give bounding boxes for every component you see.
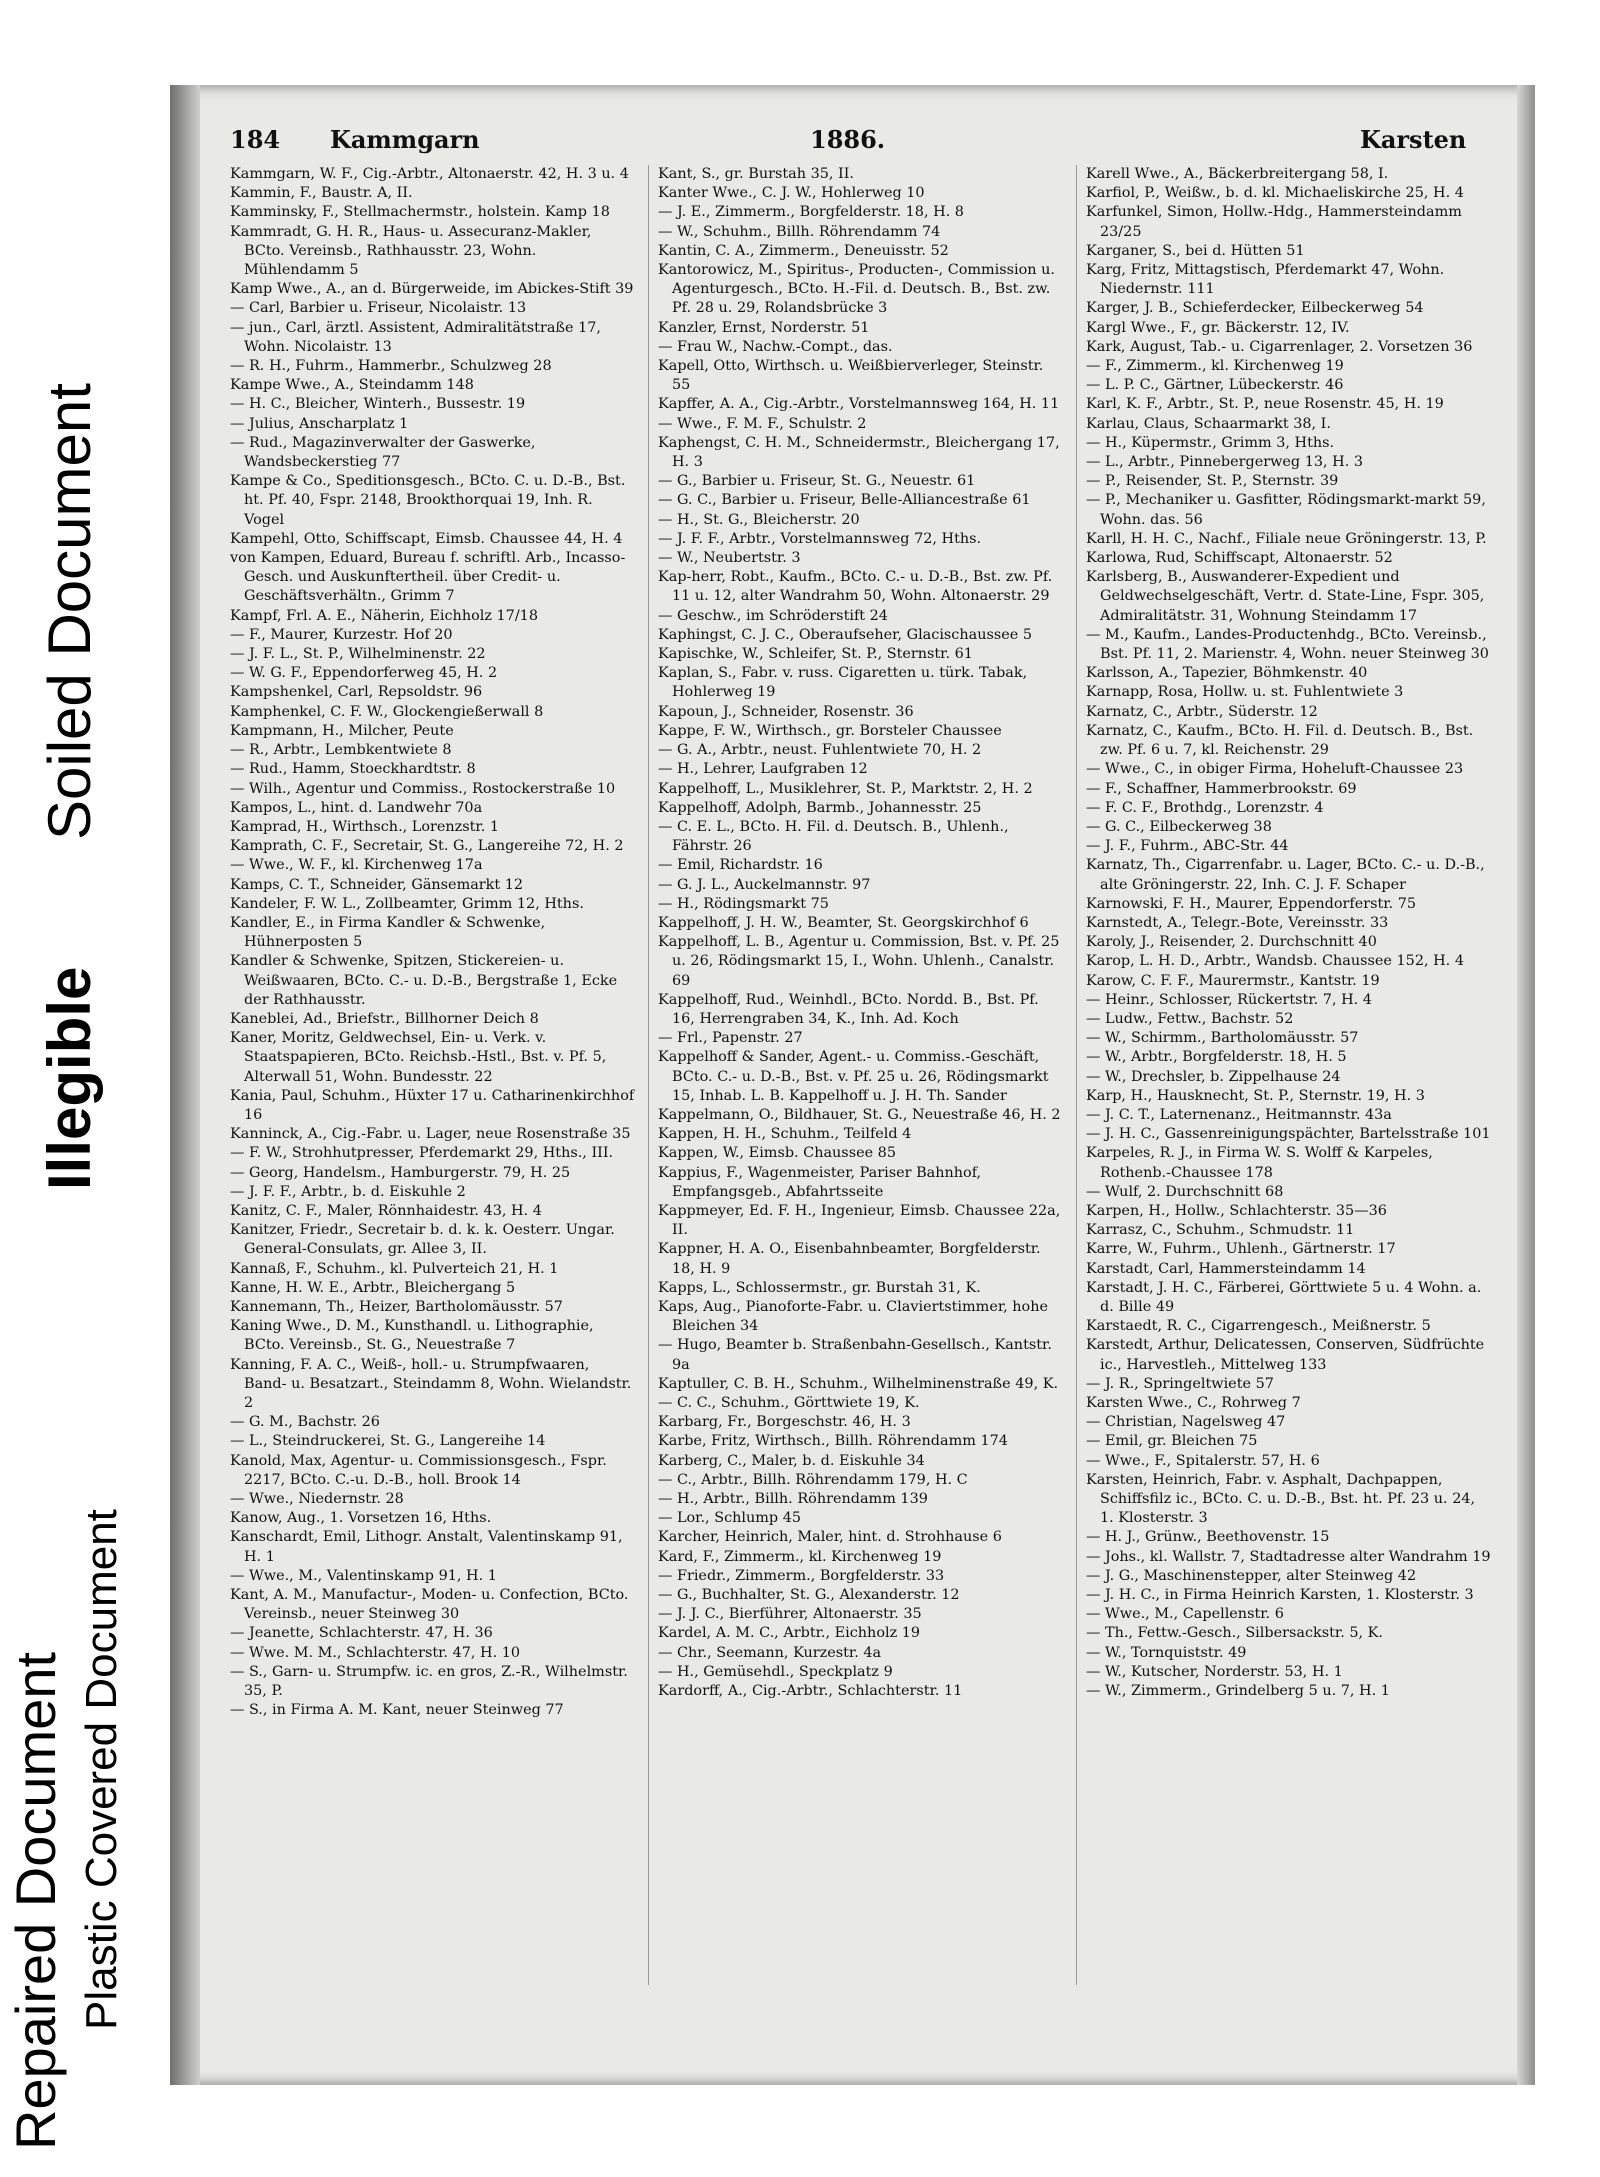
directory-column-3: [1086, 165, 1491, 2015]
directory-entry: — J. E., Zimmerm., Borgfelderstr. 18, H. 8: [658, 204, 964, 221]
illegible-stamp: Illegible: [36, 966, 103, 1190]
directory-entry: Kapoun, J., Schneider, Rosenstr. 36: [658, 703, 914, 720]
header-left-catchword: Kammgarn: [330, 125, 480, 154]
directory-entry: — R., Arbtr., Lembkentwiete 8: [230, 742, 452, 759]
directory-entry: — Wwe., F. M. F., Schulstr. 2: [658, 415, 867, 432]
directory-entry: — G., Barbier u. Friseur, St. G., Neuestr. 61: [658, 473, 976, 490]
directory-column-2: [658, 165, 1063, 2015]
directory-entry: Kanzler, Ernst, Norderstr. 51: [658, 319, 870, 336]
directory-entry: Karstadt, J. H. C., Färberei, Görttwiete 5 u. 4 Wohn. a. d. Bille 49: [1086, 1279, 1482, 1315]
directory-entry: Kampmann, H., Milcher, Peute: [230, 722, 454, 739]
directory-entry: Kaps, Aug., Pianoforte-Fabr. u. Claviertstimmer, hohe Bleichen 34: [658, 1298, 1049, 1335]
directory-entry: — J. G., Maschinenstepper, alter Steinweg 42: [1086, 1567, 1417, 1584]
directory-entry: Karger, J. B., Schieferdecker, Eilbeckerweg 54: [1086, 300, 1424, 317]
directory-entry: Karnatz, Th., Cigarrenfabr. u. Lager, BCto. C.- u. D.-B., alte Gröningerstr. 22, Inh. C. J. F. Schaper: [1086, 857, 1485, 893]
directory-entry: — Wwe., Niedernstr. 28: [230, 1491, 404, 1508]
directory-entry: von Kampen, Eduard, Bureau f. schriftl. Arb., Incasso-Gesch. und Auskunftertheil. über Credit- u. Geschäftsverhältn., Grimm 7: [230, 550, 626, 605]
directory-entry: — C. C., Schuhm., Görttwiete 19, K.: [658, 1395, 920, 1411]
directory-entry: Kaptuller, C. B. H., Schuhm., Wilhelminenstraße 49, K.: [658, 1375, 1059, 1392]
directory-entry: — jun., Carl, ärztl. Assistent, Admiralitätstraße 17, Wohn. Nicolaistr. 13: [230, 319, 602, 355]
directory-entry: — Emil, Richardstr. 16: [658, 857, 823, 874]
directory-entry: Kappelhoff, Adolph, Barmb., Johannesstr. 25: [658, 799, 982, 816]
directory-entry: — Wilh., Agentur und Commiss., Rostockerstraße 10: [230, 780, 616, 797]
directory-entry: — M., Kaufm., Landes-Productenhdg., BCto. Vereinsb., Bst. Pf. 11, 2. Marienstr. 4, Wohn. neuer Steinweg 30: [1086, 626, 1489, 663]
directory-entry: — L., Arbtr., Pinnebergerweg 13, H. 3: [1086, 454, 1364, 471]
directory-entry: Karlau, Claus, Schaarmarkt 38, I.: [1086, 415, 1331, 432]
directory-entry: Karsten Wwe., C., Rohrweg 7: [1086, 1395, 1301, 1411]
directory-entry: Karrasz, C., Schuhm., Schmudstr. 11: [1086, 1222, 1355, 1239]
directory-entry: Kantin, C. A., Zimmerm., Deneuisstr. 52: [658, 242, 949, 259]
directory-entry: — F. W., Strohhutpresser, Pferdemarkt 29, Hths., III.: [230, 1145, 614, 1162]
directory-entry: Kappelhoff & Sander, Agent.- u. Commiss.-Geschäft, BCto. C.- u. D.-B., Bst. v. Pf. 25 u. 26, Rödingsmarkt 15, Inhab. L. B. Kappelhoff u. J. H. Th. Sander: [658, 1049, 1049, 1104]
directory-entry: — F., Zimmerm., kl. Kirchenweg 19: [1086, 358, 1344, 375]
directory-entry: Kanninck, A., Cig.-Fabr. u. Lager, neue Rosenstraße 35: [230, 1126, 631, 1143]
page-header: [230, 125, 1500, 157]
directory-entry: Kark, August, Tab.- u. Cigarrenlager, 2. Vorsetzen 36: [1086, 338, 1473, 355]
directory-entry: Karnstedt, A., Telegr.-Bote, Vereinsstr. 33: [1086, 914, 1389, 931]
directory-entry: Kamphenkel, C. F. W., Glockengießerwall 8: [230, 703, 544, 720]
directory-entry: — R. H., Fuhrm., Hammerbr., Schulzweg 28: [230, 358, 552, 375]
directory-entry: — Frl., Papenstr. 27: [658, 1030, 803, 1047]
directory-entry: — Wwe., M., Valentinskamp 91, H. 1: [230, 1567, 497, 1584]
directory-entry: Kappen, H. H., Schuhm., Teilfeld 4: [658, 1126, 912, 1143]
directory-entry: — S., in Firma A. M. Kant, neuer Steinweg 77: [230, 1702, 564, 1719]
directory-entry: — J. C. T., Laternenanz., Heitmannstr. 43a: [1086, 1106, 1392, 1123]
directory-entry: Karnatz, C., Arbtr., Süderstr. 12: [1086, 703, 1318, 720]
page-number: 184: [230, 125, 281, 154]
directory-entry: — J. R., Springeltwiete 57: [1086, 1375, 1274, 1392]
directory-entry: Kappmeyer, Ed. F. H., Ingenieur, Eimsb. Chaussee 22a, II.: [658, 1202, 1061, 1239]
directory-entry: — Rud., Magazinverwalter der Gaswerke, Wandsbeckerstieg 77: [230, 434, 536, 471]
directory-entry: Kanow, Aug., 1. Vorsetzen 16, Hths.: [230, 1510, 492, 1527]
directory-entry: Karp, H., Hausknecht, St. P., Sternstr. 19, H. 3: [1086, 1087, 1425, 1104]
directory-entry: — H., Rödingsmarkt 75: [658, 895, 829, 912]
directory-entry: — Christian, Nagelsweg 47: [1086, 1414, 1286, 1431]
directory-entry: Karcher, Heinrich, Maler, hint. d. Strohhause 6: [658, 1529, 1002, 1546]
directory-entry: — S., Garn- u. Strumpfw. ic. en gros, Z.-R., Wilhelmstr. 35, P.: [230, 1663, 628, 1700]
directory-entry: — W., Drechsler, b. Zippelhause 24: [1086, 1068, 1341, 1085]
directory-entry: Kappelhoff, L. B., Agentur u. Commission, Bst. v. Pf. 25 u. 26, Rödingsmarkt 15, I., Wohn. Uhlenh., Canalstr. 69: [658, 934, 1060, 989]
directory-entry: Kappelhoff, J. H. W., Beamter, St. Georgskirchhof 6: [658, 914, 1029, 931]
directory-entry: — Georg, Handelsm., Hamburgerstr. 79, H. 25: [230, 1164, 571, 1181]
page-edge: [1517, 85, 1535, 2085]
directory-entry: Karpeles, R. J., in Firma W. S. Wolff & Karpeles, Rothenb.-Chaussee 178: [1086, 1145, 1433, 1181]
directory-entry: Karop, L. H. D., Arbtr., Wandsb. Chaussee 152, H. 4: [1086, 953, 1464, 970]
column-divider: [648, 165, 649, 1985]
page-binding-shadow: [170, 85, 200, 2085]
directory-entry: Kamp Wwe., A., an d. Bürgerweide, im Abickes-Stift 39: [230, 281, 634, 298]
directory-entry: Kardorff, A., Cig.-Arbtr., Schlachterstr. 11: [658, 1683, 963, 1700]
plastic-covered-document-stamp: Plastic Covered Document: [77, 1509, 126, 2030]
directory-column-1: [230, 165, 635, 2015]
directory-entry: Karstedt, Arthur, Delicatessen, Conserven, Südfrüchte ic., Harvestleh., Mittelweg 133: [1086, 1337, 1485, 1373]
directory-entry: — Wwe., W. F., kl. Kirchenweg 17a: [230, 857, 483, 874]
directory-entry: — Carl, Barbier u. Friseur, Nicolaistr. 13: [230, 300, 527, 317]
directory-entry: Karnapp, Rosa, Hollw. u. st. Fuhlentwiete 3: [1086, 684, 1404, 701]
directory-entry: Karnowski, F. H., Maurer, Eppendorferstr. 75: [1086, 895, 1417, 912]
directory-entry: — G. A., Arbtr., neust. Fuhlentwiete 70, H. 2: [658, 742, 982, 759]
directory-entry: — Julius, Anscharplatz 1: [230, 415, 409, 432]
directory-entry: Karell Wwe., A., Bäckerbreitergang 58, I.: [1086, 166, 1389, 182]
directory-entry: Karlsson, A., Tapezier, Böhmkenstr. 40: [1086, 665, 1368, 682]
directory-entry: — H. J., Grünw., Beethovenstr. 15: [1086, 1529, 1330, 1546]
directory-entry: — H. C., Bleicher, Winterh., Bussestr. 19: [230, 396, 526, 413]
directory-entry: — L. P. C., Gärtner, Lübeckerstr. 46: [1086, 377, 1344, 394]
directory-entry: Karberg, C., Maler, b. d. Eiskuhle 34: [658, 1452, 925, 1469]
directory-entry: — J. H. C., Gassenreinigungspächter, Bartelsstraße 101: [1086, 1126, 1491, 1143]
directory-entry: — Jeanette, Schlachterstr. 47, H. 36: [230, 1625, 493, 1642]
directory-entry: Karlsberg, B., Auswanderer-Expedient und Geldwechselgeschäft, Vertr. d. State-Line, Fspr. 305, Admiralitätstr. 31, Wohnung Steindamm 17: [1086, 569, 1485, 624]
directory-entry: Kaneblei, Ad., Briefstr., Billhorner Deich 8: [230, 1010, 539, 1027]
directory-entry: Kanschardt, Emil, Lithogr. Anstalt, Valentinskamp 91, H. 1: [230, 1529, 623, 1565]
directory-entry: — W. G. F., Eppendorferweg 45, H. 2: [230, 665, 498, 682]
directory-entry: — H., St. G., Bleicherstr. 20: [658, 511, 860, 528]
directory-entry: — L., Steindruckerei, St. G., Langereihe 14: [230, 1433, 546, 1450]
directory-entry: — G. C., Barbier u. Friseur, Belle-Alliancestraße 61: [658, 492, 1031, 509]
directory-entry: Karfiol, P., Weißw., b. d. kl. Michaeliskirche 25, H. 4: [1086, 185, 1464, 202]
directory-entry: Karbarg, Fr., Borgeschstr. 46, H. 3: [658, 1414, 911, 1431]
directory-entry: Karbe, Fritz, Wirthsch., Billh. Röhrendamm 174: [658, 1433, 1008, 1450]
directory-entry: — F., Maurer, Kurzestr. Hof 20: [230, 626, 453, 643]
directory-entry: Karoly, J., Reisender, 2. Durchschnitt 40: [1086, 934, 1377, 951]
directory-entry: Karl, K. F., Arbtr., St. P., neue Rosenstr. 45, H. 19: [1086, 396, 1444, 413]
directory-entry: Karow, C. F. F., Maurermstr., Kantstr. 19: [1086, 972, 1380, 989]
directory-entry: — F. C. F., Brothdg., Lorenzstr. 4: [1086, 799, 1324, 816]
directory-entry: Kampe Wwe., A., Steindamm 148: [230, 377, 474, 394]
directory-entry: Kant, A. M., Manufactur-, Moden- u. Confection, BCto. Vereinsb., neuer Steinweg 30: [230, 1587, 629, 1623]
directory-entry: — G. J. L., Auckelmannstr. 97: [658, 876, 871, 893]
directory-entry: Karstadt, Carl, Hammersteindamm 14: [1086, 1260, 1366, 1277]
directory-entry: — G. C., Eilbeckerweg 38: [1086, 818, 1272, 835]
directory-entry: Kanning, F. A. C., Weiß-, holl.- u. Strumpfwaaren, Band- u. Besatzart., Steindamm 8, Wohn. Wielandstr. 2: [230, 1356, 632, 1411]
directory-entry: Kania, Paul, Schuhm., Hüxter 17 u. Catharinenkirchhof 16: [230, 1087, 635, 1123]
soiled-document-stamp: Soiled Document: [36, 383, 103, 840]
directory-entry: — J. F. F., Arbtr., Vorstelmannsweg 72, Hths.: [658, 530, 982, 547]
directory-entry: Kaphengst, C. H. M., Schneidermstr., Bleichergang 17, H. 3: [658, 434, 1060, 471]
directory-entry: Karstaedt, R. C., Cigarrengesch., Meißnerstr. 5: [1086, 1318, 1431, 1335]
directory-entry: Kaplan, S., Fabr. v. russ. Cigaretten u. türk. Tabak, Hohlerweg 19: [658, 665, 1028, 701]
directory-entry: Kampehl, Otto, Schiffscapt, Eimsb. Chaussee 44, H. 4: [230, 530, 623, 547]
directory-entry: — W., Arbtr., Borgfelderstr. 18, H. 5: [1086, 1049, 1347, 1066]
directory-entry: Karre, W., Fuhrm., Uhlenh., Gärtnerstr. 17: [1086, 1241, 1396, 1258]
directory-entry: Kapffer, A. A., Cig.-Arbtr., Vorstelmannsweg 164, H. 11: [658, 396, 1060, 413]
directory-entry: Kamprad, H., Wirthsch., Lorenzstr. 1: [230, 818, 500, 835]
directory-entry: Kappelhoff, Rud., Weinhdl., BCto. Nordd. B., Bst. Pf. 16, Herrengraben 34, K., Inh. Ad. Koch: [658, 991, 1039, 1027]
directory-entry: Kandler, E., in Firma Kandler & Schwenke, Hühnerposten 5: [230, 914, 546, 951]
directory-entry: — Wwe., M., Capellenstr. 6: [1086, 1606, 1284, 1623]
page-content: [230, 125, 1500, 2025]
directory-entry: Kamps, C. T., Schneider, Gänsemarkt 12: [230, 876, 524, 893]
directory-entry: — C. E. L., BCto. H. Fil. d. Deutsch. B., Uhlenh., Fährstr. 26: [658, 818, 1009, 855]
directory-entry: Kappner, H. A. O., Eisenbahnbeamter, Borgfelderstr. 18, H. 9: [658, 1241, 1041, 1277]
directory-entry: Kandeler, F. W. L., Zollbeamter, Grimm 12, Hths.: [230, 895, 584, 912]
directory-entry: — W., Schirmm., Bartholomäusstr. 57: [1086, 1030, 1359, 1047]
directory-entry: — J. F. L., St. P., Wilhelminenstr. 22: [230, 646, 486, 663]
archive-stamp-strip: [0, 0, 170, 2177]
directory-entry: Kannaß, F., Schuhm., kl. Pulverteich 21, H. 1: [230, 1260, 559, 1277]
directory-entry: — H., Arbtr., Billh. Röhrendamm 139: [658, 1491, 928, 1508]
directory-entry: Kandler & Schwenke, Spitzen, Stickereien- u. Weißwaaren, BCto. C.- u. D.-B., Bergstraße 1, Ecke der Rathhausstr.: [230, 953, 618, 1008]
directory-entry: — Lor., Schlump 45: [658, 1510, 802, 1527]
directory-entry: — J. F., Fuhrm., ABC-Str. 44: [1086, 838, 1289, 855]
directory-entry: Kampf, Frl. A. E., Näherin, Eichholz 17/18: [230, 607, 538, 624]
directory-entry: Kappen, W., Eimsb. Chaussee 85: [658, 1145, 896, 1162]
directory-entry: — Chr., Seemann, Kurzestr. 4a: [658, 1644, 882, 1661]
directory-entry: — Johs., kl. Wallstr. 7, Stadtadresse alter Wandrahm 19: [1086, 1548, 1491, 1565]
directory-entry: — H., Küpermstr., Grimm 3, Hths.: [1086, 434, 1335, 451]
directory-entry: — Heinr., Schlosser, Rückertstr. 7, H. 4: [1086, 991, 1372, 1008]
directory-entry: — Friedr., Zimmerm., Borgfelderstr. 33: [658, 1567, 945, 1584]
directory-entry: Kappelhoff, L., Musiklehrer, St. P., Marktstr. 2, H. 2: [658, 780, 1033, 797]
directory-entry: — Geschw., im Schröderstift 24: [658, 607, 888, 624]
directory-entry: Kampe & Co., Speditionsgesch., BCto. C. u. D.-B., Bst. ht. Pf. 40, Fspr. 2148, Brookthorquai 19, Inh. R. Vogel: [230, 473, 626, 528]
directory-entry: — W., Tornquiststr. 49: [1086, 1644, 1247, 1661]
directory-entry: Karsten, Heinrich, Fabr. v. Asphalt, Dachpappen, Schiffsfilz ic., BCto. C. u. D.-B., Bst. ht. Pf. 23 u. 24, 1. Klosterstr. 3: [1086, 1471, 1476, 1527]
directory-entry: Kannemann, Th., Heizer, Bartholomäusstr. 57: [230, 1298, 563, 1315]
directory-entry: — H., Lehrer, Laufgraben 12: [658, 761, 868, 778]
directory-entry: Kapischke, W., Schleifer, St. P., Sternstr. 61: [658, 646, 973, 663]
directory-entry: Kanter Wwe., C. J. W., Hohlerweg 10: [658, 185, 925, 202]
directory-entry: Karpen, H., Hollw., Schlachterstr. 35—36: [1086, 1202, 1387, 1219]
directory-entry: — G. M., Bachstr. 26: [230, 1414, 380, 1431]
directory-entry: — Th., Fettw.-Gesch., Silbersackstr. 5, K.: [1086, 1625, 1383, 1642]
header-year: 1886.: [810, 125, 886, 154]
repaired-document-stamp: Repaired Document: [4, 1651, 67, 2150]
directory-entry: — H., Gemüsehdl., Speckplatz 9: [658, 1663, 893, 1680]
directory-entry: Kargl Wwe., F., gr. Bäckerstr. 12, IV.: [1086, 319, 1350, 336]
directory-entry: Kampshenkel, Carl, Repsoldstr. 96: [230, 684, 483, 701]
directory-entry: — W., Neubertstr. 3: [658, 550, 801, 567]
directory-entry: — Wulf, 2. Durchschnitt 68: [1086, 1183, 1284, 1200]
directory-entry: Kammgarn, W. F., Cig.-Arbtr., Altonaerstr. 42, H. 3 u. 4: [230, 166, 629, 182]
directory-entry: Karg, Fritz, Mittagstisch, Pferdemarkt 47, Wohn. Niedernstr. 111: [1086, 262, 1445, 298]
directory-entry: — Wwe., F., Spitalerstr. 57, H. 6: [1086, 1452, 1320, 1469]
directory-entry: — P., Mechaniker u. Gasfitter, Rödingsmarkt-markt 59, Wohn. das. 56: [1086, 492, 1486, 528]
directory-entry: — Wwe., C., in obiger Firma, Hoheluft-Chaussee 23: [1086, 761, 1464, 778]
directory-entry: — W., Kutscher, Norderstr. 53, H. 1: [1086, 1663, 1343, 1680]
directory-entry: Karnatz, C., Kaufm., BCto. H. Fil. d. Deutsch. B., Bst. zw. Pf. 6 u. 7, kl. Reichenstr. 29: [1086, 722, 1474, 759]
directory-entry: Kappius, F., Wagenmeister, Pariser Bahnhof, Empfangsgeb., Abfahrtsseite: [658, 1164, 982, 1200]
directory-entry: — W., Schuhm., Billh. Röhrendamm 74: [658, 223, 941, 240]
directory-entry: — Frau W., Nachw.-Compt., das.: [658, 338, 893, 355]
directory-entry: Karlowa, Rud, Schiffscapt, Altonaerstr. 52: [1086, 550, 1393, 567]
directory-entry: Kard, F., Zimmerm., kl. Kirchenweg 19: [658, 1548, 942, 1565]
scanned-page: [170, 85, 1535, 2085]
directory-entry: Kammin, F., Baustr. A, II.: [230, 185, 413, 202]
directory-entry: — Rud., Hamm, Stoeckhardtstr. 8: [230, 761, 476, 778]
directory-entry: Kampos, L., hint. d. Landwehr 70a: [230, 799, 483, 816]
directory-entry: Karll, H. H. C., Nachf., Filiale neue Gröningerstr. 13, P.: [1086, 530, 1487, 547]
directory-entry: Kammradt, G. H. R., Haus- u. Assecuranz-Makler, BCto. Vereinsb., Rathhausstr. 23, Wohn. Mühlendamm 5: [230, 223, 592, 279]
directory-entry: Kanold, Max, Agentur- u. Commissionsgesch., Fspr. 2217, BCto. C.-u. D.-B., holl. Brook 14: [230, 1452, 607, 1488]
directory-entry: Kanne, H. W. E., Arbtr., Bleichergang 5: [230, 1279, 516, 1296]
directory-entry: — J. F. F., Arbtr., b. d. Eiskuhle 2: [230, 1183, 466, 1200]
column-divider: [1076, 165, 1077, 1985]
directory-entry: Kappe, F. W., Wirthsch., gr. Borsteler Chaussee: [658, 722, 1002, 739]
directory-entry: — G., Buchhalter, St. G., Alexanderstr. 12: [658, 1587, 960, 1604]
directory-entry: Kanitzer, Friedr., Secretair b. d. k. k. Oesterr. Ungar. General-Consulats, gr. Allee 3, II.: [230, 1222, 615, 1258]
directory-entry: — C., Arbtr., Billh. Röhrendamm 179, H. C: [658, 1471, 968, 1488]
directory-entry: Kardel, A. M. C., Arbtr., Eichholz 19: [658, 1625, 921, 1642]
directory-entry: Karganer, S., bei d. Hütten 51: [1086, 242, 1305, 259]
directory-entry: — J. J. C., Bierführer, Altonaerstr. 35: [658, 1606, 922, 1623]
directory-entry: — W., Zimmerm., Grindelberg 5 u. 7, H. 1: [1086, 1683, 1390, 1700]
directory-entry: Kappelmann, O., Bildhauer, St. G., Neuestraße 46, H. 2: [658, 1106, 1061, 1123]
directory-entry: — F., Schaffner, Hammerbrookstr. 69: [1086, 780, 1357, 797]
directory-entry: Kapell, Otto, Wirthsch. u. Weißbierverleger, Steinstr. 55: [658, 358, 1044, 394]
directory-entry: Kamminsky, F., Stellmachermstr., holstein. Kamp 18: [230, 204, 610, 221]
header-right-catchword: Karsten: [1360, 125, 1467, 154]
directory-entry: Karfunkel, Simon, Hollw.-Hdg., Hammersteindamm 23/25: [1086, 204, 1462, 240]
directory-entry: — Hugo, Beamter b. Straßenbahn-Gesellsch., Kantstr. 9a: [658, 1337, 1052, 1373]
directory-entry: Kap-herr, Robt., Kaufm., BCto. C.- u. D.-B., Bst. zw. Pf. 11 u. 12, alter Wandrahm 50, Wohn. Altonaerstr. 29: [658, 569, 1053, 605]
directory-entry: — J. H. C., in Firma Heinrich Karsten, 1. Klosterstr. 3: [1086, 1587, 1474, 1604]
directory-entry: Kaning Wwe., D. M., Kunsthandl. u. Lithographie, BCto. Vereinsb., St. G., Neuestraße 7: [230, 1318, 594, 1354]
directory-entry: — Emil, gr. Bleichen 75: [1086, 1433, 1258, 1450]
directory-entry: — Ludw., Fettw., Bachstr. 52: [1086, 1010, 1294, 1027]
directory-entry: Kaner, Moritz, Geldwechsel, Ein- u. Verk. v. Staatspapieren, BCto. Reichsb.-Hstl., Bst. v. Pf. 5, Alterwall 51, Wohn. Bundesstr. 22: [230, 1030, 607, 1085]
directory-entry: Kaphingst, C. J. C., Oberaufseher, Glacischaussee 5: [658, 626, 1033, 643]
directory-entry: Kamprath, C. F., Secretair, St. G., Langereihe 72, H. 2: [230, 838, 624, 855]
directory-entry: — P., Reisender, St. P., Sternstr. 39: [1086, 473, 1339, 490]
directory-entry: Kantorowicz, M., Spiritus-, Producten-, Commission u. Agenturgesch., BCto. H.-Fil. d. Deutsch. B., Bst. zw. Pf. 28 u. 29, Rolandsbrücke 3: [658, 262, 1055, 317]
directory-entry: — Wwe. M. M., Schlachterstr. 47, H. 10: [230, 1644, 521, 1661]
directory-entry: Kant, S., gr. Burstah 35, II.: [658, 166, 854, 182]
directory-entry: Kapps, L., Schlossermstr., gr. Burstah 31, K.: [658, 1279, 981, 1296]
directory-entry: Kanitz, C. F., Maler, Rönnhaidestr. 43, H. 4: [230, 1202, 542, 1219]
